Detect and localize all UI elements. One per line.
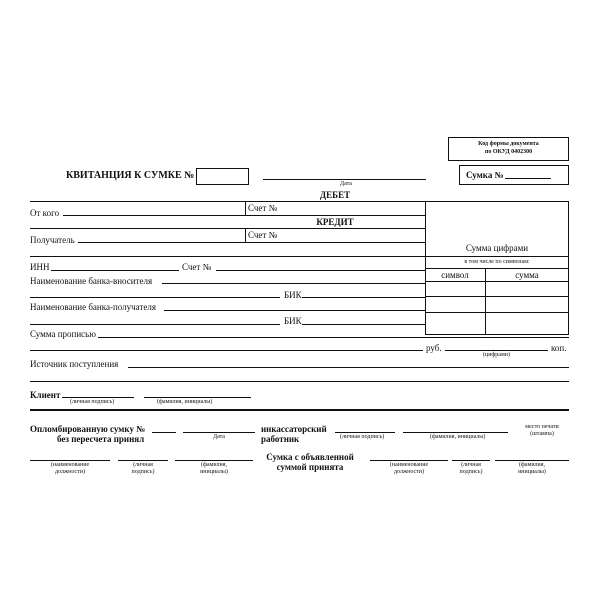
including-symbols: в том числе по символам: bbox=[464, 259, 530, 265]
bag-number-line[interactable] bbox=[505, 178, 551, 179]
bag-number-label: Сумка № bbox=[466, 170, 504, 180]
collector-signature-caption: (личная подпись) bbox=[340, 434, 385, 440]
recipient-bank-line[interactable] bbox=[164, 310, 425, 311]
recipient-bank-label: Наименование банка-получателя bbox=[30, 302, 156, 312]
client-name-line[interactable] bbox=[144, 397, 251, 398]
debit-account-bottom bbox=[245, 215, 425, 216]
right-signature-line[interactable] bbox=[452, 460, 490, 461]
from-line[interactable] bbox=[63, 215, 245, 216]
declared-line1: Сумка с объявленной bbox=[266, 452, 354, 462]
client-signature-line[interactable] bbox=[62, 397, 134, 398]
depositor-bank-line[interactable] bbox=[162, 283, 425, 284]
declared-line2: суммой принята bbox=[276, 462, 344, 472]
sum-row-2[interactable] bbox=[425, 312, 569, 313]
collector-name-caption: (фамилия, инициалы) bbox=[430, 434, 486, 440]
depositor-bank-label: Наименование банка-вносителя bbox=[30, 276, 153, 286]
from-line-2[interactable] bbox=[30, 228, 245, 229]
credit-label: КРЕДИТ bbox=[316, 217, 354, 227]
position-caption-1: (наименование bbox=[50, 462, 90, 468]
right-position-caption-2: должности) bbox=[394, 469, 424, 475]
stamp-line1: место печати bbox=[525, 424, 559, 430]
credit-account-label: Счет № bbox=[248, 230, 278, 240]
credit-account-divider bbox=[245, 228, 246, 242]
debit-label: ДЕБЕТ bbox=[319, 190, 351, 200]
section-divider bbox=[30, 409, 569, 411]
sum-box-divider-3 bbox=[425, 281, 569, 282]
recipient-line-2[interactable] bbox=[30, 256, 425, 257]
inn-line[interactable] bbox=[51, 270, 179, 271]
inn-label: ИНН bbox=[30, 262, 50, 272]
left-sig-caption-1: (личная bbox=[133, 462, 153, 468]
inn-account-label: Счет № bbox=[182, 262, 212, 272]
collector-line2: работник bbox=[261, 434, 300, 444]
date-caption: Дата bbox=[340, 181, 352, 187]
col-sum: сумма bbox=[515, 270, 539, 280]
left-fio-caption-2: инициалы) bbox=[200, 469, 228, 475]
recipient-bik-line[interactable] bbox=[302, 324, 425, 325]
position-caption-2: должности) bbox=[55, 469, 85, 475]
recipient-bik-label: БИК bbox=[284, 316, 302, 326]
client-label: Клиент bbox=[30, 390, 61, 400]
right-position-caption-1: (наименование bbox=[389, 462, 429, 468]
collector-line1: инкассаторский bbox=[261, 424, 327, 434]
depositor-bik-line[interactable] bbox=[302, 297, 425, 298]
date-line[interactable] bbox=[263, 179, 426, 180]
inn-account-line[interactable] bbox=[216, 270, 425, 271]
page-title: КВИТАНЦИЯ К СУМКЕ № bbox=[66, 170, 195, 181]
from-label: От кого bbox=[30, 208, 60, 218]
client-signature-caption: (личная подпись) bbox=[70, 399, 115, 405]
left-fio-caption-1: (фамилия, bbox=[200, 462, 228, 468]
right-sig-caption-2: подпись) bbox=[459, 469, 483, 475]
right-position-line[interactable] bbox=[370, 460, 448, 461]
sealed-line2: без пересчета принял bbox=[57, 434, 145, 444]
sum-digits-line[interactable] bbox=[445, 350, 548, 351]
recipient-bank-line-2[interactable] bbox=[30, 324, 280, 325]
sealed-date-line[interactable] bbox=[183, 432, 255, 433]
sum-words-line-2[interactable] bbox=[30, 350, 423, 351]
sum-box-divider-2 bbox=[425, 268, 569, 269]
recipient-label: Получатель bbox=[30, 235, 75, 245]
sum-digits-label: Сумма цифрами bbox=[465, 243, 529, 253]
col-symbol: символ bbox=[441, 270, 469, 280]
sealed-line1: Опломбированную сумку № bbox=[30, 424, 146, 434]
sum-words-line[interactable] bbox=[98, 337, 569, 338]
source-line[interactable] bbox=[128, 367, 569, 368]
depositor-bank-line-2[interactable] bbox=[30, 297, 280, 298]
kop-label: коп. bbox=[551, 343, 567, 353]
rub-label: руб. bbox=[426, 343, 442, 353]
right-sig-caption-1: (личная bbox=[461, 462, 481, 468]
source-label: Источник поступления bbox=[30, 359, 119, 369]
source-line-2[interactable] bbox=[30, 381, 569, 382]
digits-caption: (цифрами) bbox=[483, 352, 510, 358]
collector-name-line[interactable] bbox=[403, 432, 508, 433]
left-signature-line[interactable] bbox=[118, 460, 168, 461]
depositor-bik-label: БИК bbox=[284, 290, 302, 300]
debit-account-label: Счет № bbox=[248, 203, 278, 213]
sum-row-1[interactable] bbox=[425, 296, 569, 297]
sealed-date-caption: Дата bbox=[213, 434, 225, 440]
left-sig-caption-2: подпись) bbox=[131, 469, 155, 475]
collector-signature-line[interactable] bbox=[335, 432, 395, 433]
sum-box-column-divider bbox=[485, 268, 486, 335]
recipient-line[interactable] bbox=[78, 242, 245, 243]
left-name-line[interactable] bbox=[175, 460, 253, 461]
debit-account-divider bbox=[245, 201, 246, 215]
right-fio-caption-2: инициалы) bbox=[518, 469, 546, 475]
right-fio-caption-1: (фамилия, bbox=[518, 462, 546, 468]
credit-rule bbox=[245, 228, 425, 229]
client-name-caption: (фамилия, инициалы) bbox=[157, 399, 213, 405]
okud-line1: Код формы документа bbox=[478, 141, 539, 147]
sum-words-label: Сумма прописью bbox=[30, 329, 97, 339]
credit-account-bottom bbox=[245, 242, 425, 243]
receipt-number-field[interactable] bbox=[196, 168, 249, 185]
stamp-line2: (штампа) bbox=[530, 431, 554, 437]
okud-line2: по ОКУД 0402300 bbox=[484, 149, 533, 155]
sum-box-divider bbox=[425, 256, 569, 257]
sealed-bag-number-line[interactable] bbox=[152, 432, 176, 433]
position-line[interactable] bbox=[30, 460, 110, 461]
right-name-line[interactable] bbox=[495, 460, 569, 461]
